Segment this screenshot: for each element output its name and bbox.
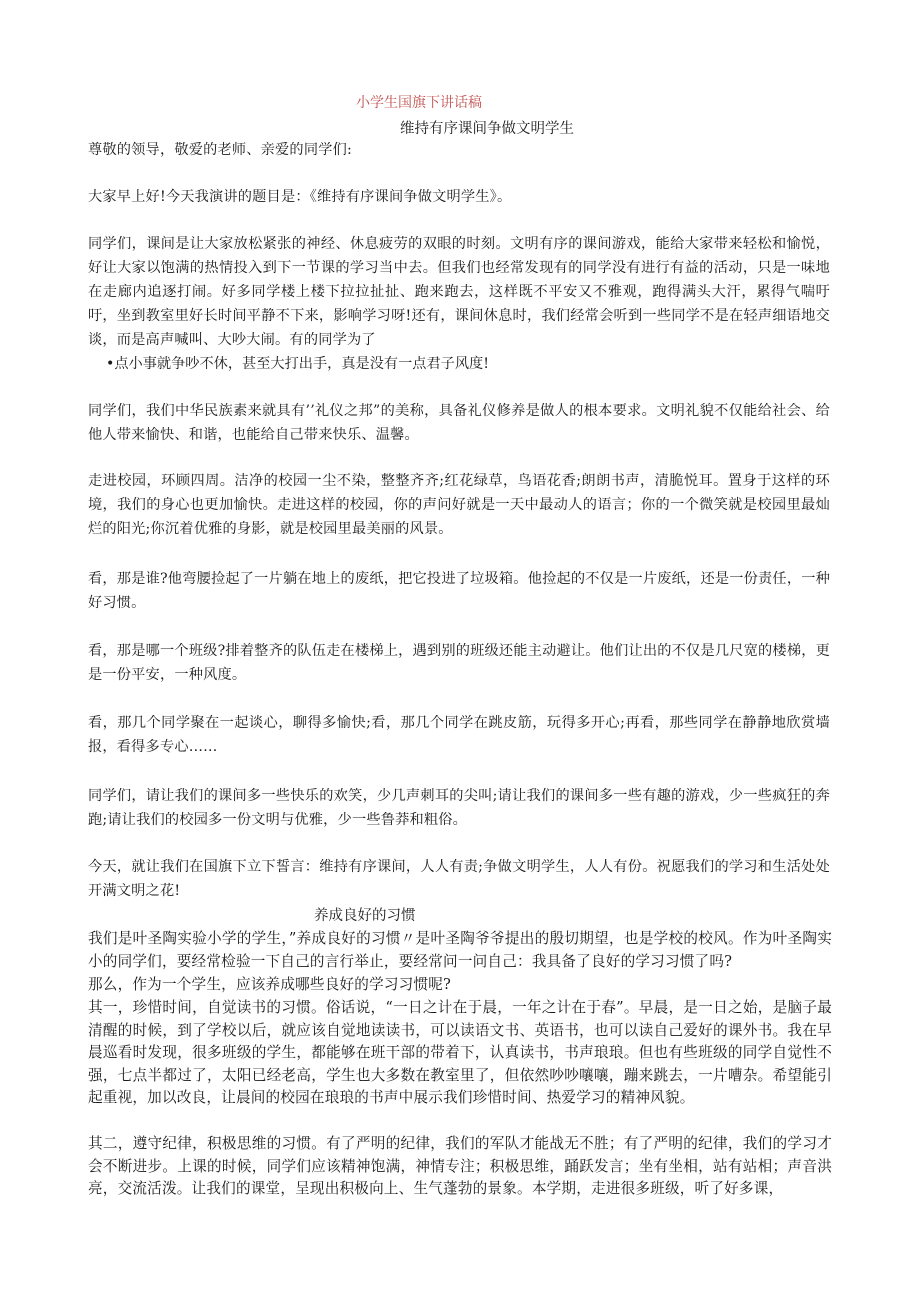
speech-2-paragraph: 其一，珍惜时间，自觉读书的习惯。俗话说，“一日之计在于晨，一年之计在于春”。早晨，是一日之始，是脑子最清醒的时候，到了学校以后，就应该自觉地读读书，可以读语文书、英语书，也可以读自己爱好的课外书。我在早晨巡看时发现，很多班级的学生，都能够在班干部的带着下，认真读书，书声琅琅。但也有些班级的同学自觉性不强，七点半都过了，太阳已经老高，学生也大多数在教室里了，但依然吵吵嚷嚷，蹦来跳去，一片嘈杂。希望能引起重视，加以改良，让晨间的校园在琅琅的书声中展示我们珍惜时间、热爱学习的精神风貌。 — [88, 999, 832, 1107]
speech-1-paragraph: 看，那几个同学聚在一起谈心，聊得多愉快;看，那几个同学在跳皮筋，玩得多开心;再看，那些同学在静静地欣赏墙报，看得多专心…… — [88, 715, 830, 755]
speech-1-bullet-line: •点小事就争吵不休，甚至大打出手，真是没有一点君子风度! — [106, 356, 489, 372]
speech-1-paragraph: 看，那是谁?他弯腰捡起了一片躺在地上的废纸，把它投进了垃圾箱。他捡起的不仅是一片废纸，还是一份责任，一种好习惯。 — [88, 571, 830, 611]
document-title: 小学生国旗下讲话稿 — [356, 95, 482, 111]
speech-1-paragraph: 走进校园，环顾四周。洁净的校园一尘不染，整整齐齐;红花绿草，鸟语花香;朗朗书声，清脆悦耳。置身于这样的环境，我们的身心也更加愉快。走进这样的校园，你的声问好就是一天中最动人的语言；你的一个微笑就是校园里最灿烂的阳光;你沉着优雅的身影，就是校园里最美丽的风景。 — [88, 473, 830, 537]
speech-2-paragraph: 其二，遵守纪律，积极思维的习惯。有了严明的纪律，我们的军队才能战无不胜；有了严明的纪律，我们的学习才会不断进步。上课的时候，同学们应该精神饱满，神情专注；积极思维，踊跃发言；坐有坐相，站有站相；声音洪亮，交流活泼。让我们的课堂，呈现出积极向上、生气蓬勃的景象。本学期，走进很多班级，听了好多课， — [88, 1135, 832, 1198]
speech-1-paragraph: 大家早上好!今天我演讲的题目是：《维持有序课间争做文明学生》。 — [88, 189, 512, 205]
speech-1-greeting: 尊敬的领导，敬爱的老师、亲爱的同学们: — [88, 142, 352, 158]
speech-1-paragraph: 看，那是哪一个班级?排着整齐的队伍走在楼梯上，遇到别的班级还能主动避让。他们让出的不仅是几尺宽的楼梯，更是一份平安，一种风度。 — [88, 643, 830, 683]
speech-1-subtitle: 维持有序课间争做文明学生 — [400, 121, 574, 137]
speech-1-paragraph: 今天，就让我们在国旗下立下誓言：维持有序课间，人人有责;争做文明学生，人人有份。祝愿我们的学习和生活处处开满文明之花! — [88, 859, 830, 899]
speech-1-paragraph: 同学们，我们中华民族素来就具有’’礼仪之邦”的美称，具备礼仪修养是做人的根本要求。文明礼貌不仅能给社会、给他人带来愉快、和谐，也能给自己带来快乐、温馨。 — [88, 403, 830, 443]
speech-1-paragraph: 同学们，请让我们的课间多一些快乐的欢笑，少几声刺耳的尖叫;请让我们的课间多一些有趣的游戏，少一些疯狂的奔跑;请让我们的校园多一份文明与优雅，少一些鲁莽和粗俗。 — [88, 788, 830, 828]
speech-2-subtitle: 养成良好的习惯 — [314, 908, 416, 924]
speech-2-paragraph: 那么，作为一个学生，应该养成哪些良好的学习习惯呢? — [88, 976, 452, 993]
speech-1-paragraph: 同学们，课间是让大家放松紧张的神经、休息疲劳的双眼的时刻。文明有序的课间游戏，能给大家带来轻松和愉悦，好让大家以饱满的热情投入到下一节课的学习当中去。但我们也经常发现有的同学没有进行有益的活动，只是一味地在走廊内追逐打闹。好多同学楼上楼下拉拉扯扯、跑来跑去，这样既不平安又不雅观，跑得满头大汗，累得气喘吁吁，坐到教室里好长时间平静不下来，影响学习呀!还有，课间休息时，我们经常会听到一些同学不是在轻声细语地交谈，而是高声喊叫、大吵大闹。有的同学为了 — [88, 236, 830, 348]
speech-2-paragraph: 我们是叶圣陶实验小学的学生，”养成良好的习惯〃是叶圣陶爷爷提出的殷切期望，也是学校的校风。作为叶圣陶实小的同学们，要经常检验一下自己的言行举止，要经常问一问自己：我具备了良好的学习习惯了吗? — [88, 930, 832, 970]
